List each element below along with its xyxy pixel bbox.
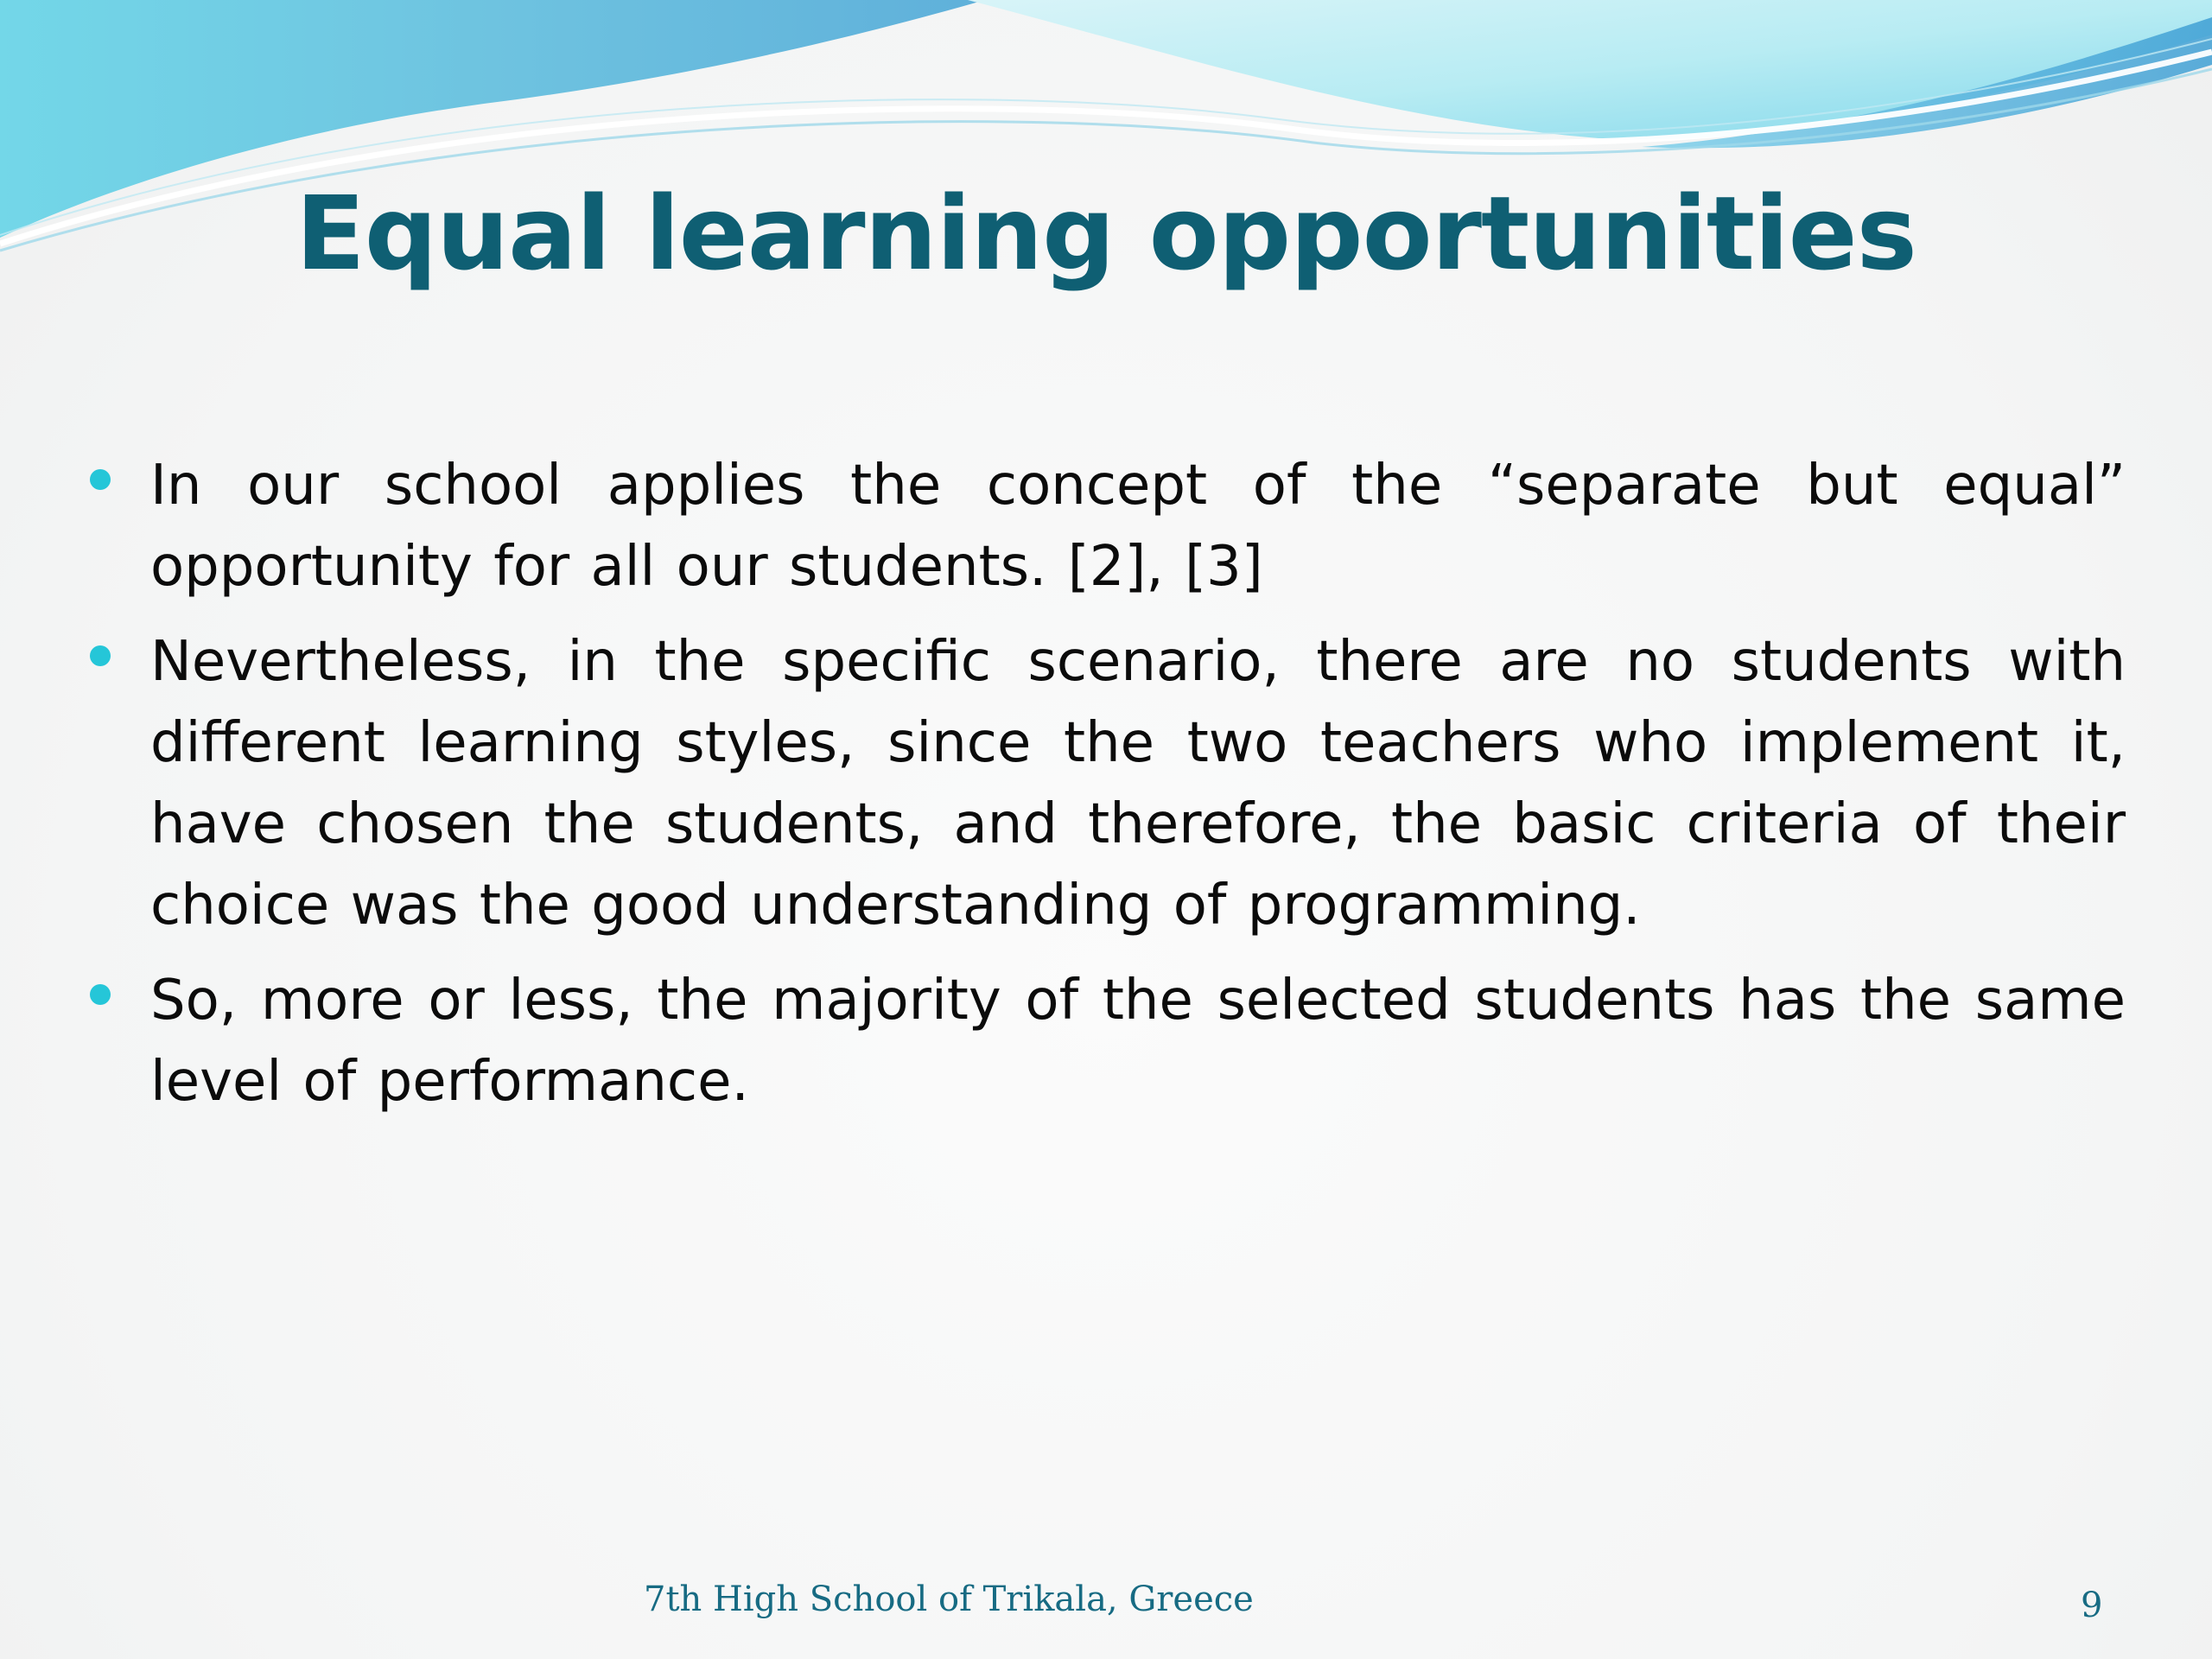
bullet-item xyxy=(85,621,2126,946)
bullet-item xyxy=(85,445,2126,607)
bullet-dot-icon xyxy=(90,645,111,666)
slide-title: Equal learning opportunities xyxy=(296,174,1916,293)
bullet-list xyxy=(85,445,2126,1136)
footer-text: 7th High School of Trikala, Greece xyxy=(644,1580,1254,1619)
bullet-item xyxy=(85,960,2126,1122)
bullet-text: In our school applies the concept of the “separate but equal” opportunity for all our students. [2], [3] xyxy=(150,454,2126,599)
bullet-text: Nevertheless, in the specific scenario, there are no students with different learning styles, since the two teachers who implement it, have chosen the students, and therefore, the basic criteria of their choice was the good understanding of programming. xyxy=(150,630,2126,938)
bullet-text: So, more or less, the majority of the selected students has the same level of performance. xyxy=(150,969,2126,1114)
bullet-dot-icon xyxy=(90,984,111,1005)
bullet-dot-icon xyxy=(90,469,111,490)
page-number: 9 xyxy=(2081,1586,2103,1625)
